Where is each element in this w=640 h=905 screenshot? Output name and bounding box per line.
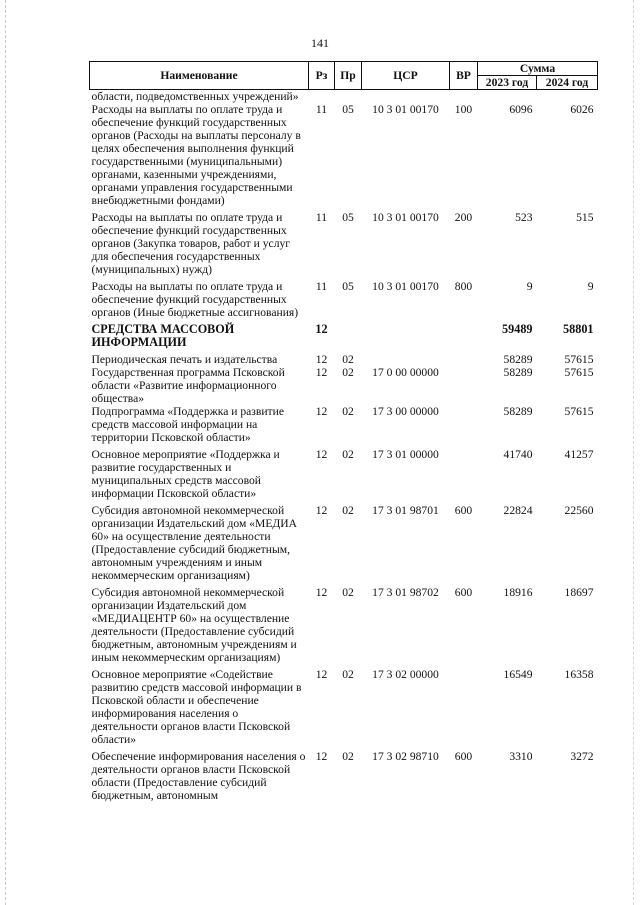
cell-2023: 41740	[503, 448, 533, 461]
cell-csr: 17 3 02 98710	[372, 750, 439, 763]
cell-rz: 12	[315, 668, 328, 681]
cell-rz: 11	[315, 103, 328, 116]
cell-vr: 200	[454, 211, 473, 224]
col-header-rz: Рз	[309, 62, 335, 90]
cell-2024: 57615	[564, 405, 594, 418]
cell-2023: 3310	[509, 750, 533, 763]
cell-csr	[362, 90, 450, 104]
cell-2024: 9	[587, 280, 594, 293]
table-row	[90, 353, 598, 366]
col-header-pr: Пр	[335, 62, 362, 90]
cell-csr	[362, 353, 450, 366]
cell-name: Основное мероприятие «Содействие развитию средств массовой информации в Псковской области и обеспечение информирования населения о деятельности органов власти Псковской области»	[91, 668, 302, 746]
budget-table	[89, 61, 598, 802]
cell-pr: 02	[342, 366, 354, 379]
cell-rz: 12	[315, 504, 328, 517]
cell-2024: 6026	[570, 103, 594, 116]
table-row	[90, 405, 598, 448]
cell-csr: 10 3 01 00170	[372, 211, 439, 224]
col-header-csr: ЦСР	[362, 62, 450, 90]
cell-2024: 41257	[564, 448, 594, 461]
table-row	[90, 586, 598, 668]
cell-vr: 100	[454, 103, 473, 116]
table-row	[90, 211, 598, 280]
cell-2023: 58289	[503, 405, 533, 418]
cell-2023: 9	[526, 280, 533, 293]
cell-vr: 800	[454, 280, 473, 293]
cell-name: Обеспечение информирования населения о деятельности органов власти Псковской области (Предоставление субсидий бюджетным, автономным	[91, 750, 306, 802]
cell-rz: 12	[315, 322, 328, 336]
col-header-2024: 2024 год	[537, 76, 598, 90]
cell-2023: 58289	[503, 353, 533, 366]
cell-pr: 05	[342, 280, 354, 293]
cell-vr	[450, 323, 478, 353]
cell-rz: 11	[315, 280, 328, 293]
cell-name: СРЕДСТВА МАССОВОЙ ИНФОРМАЦИИ	[91, 322, 235, 349]
col-header-vr: ВР	[450, 62, 478, 90]
cell-rz: 12	[315, 586, 328, 599]
cell-rz: 12	[315, 366, 328, 379]
cell-2023: 58289	[503, 366, 533, 379]
cell-name: Периодическая печать и издательства	[91, 353, 278, 366]
cell-vr	[450, 668, 478, 750]
cell-name: Расходы на выплаты по оплате труда и обеспечение функций государственных органов (Расходы на выплаты персоналу в целях обеспечения выполнения функций государственными (муниципальными) органами, казенными учреждениями, органами управления государственными внебюджетными фондами)	[91, 103, 301, 207]
cell-2023: 6096	[509, 103, 533, 116]
col-header-sum: Сумма	[478, 62, 598, 76]
cell-rz: 12	[315, 448, 328, 461]
cell-vr	[450, 353, 478, 366]
scan-edge-right	[633, 0, 634, 905]
cell-2023	[478, 90, 537, 104]
col-header-name: Наименование	[90, 62, 309, 90]
page-number: 141	[311, 36, 329, 50]
table-row	[90, 668, 598, 750]
cell-2023: 22824	[503, 504, 533, 517]
cell-rz	[309, 90, 335, 104]
table-body	[90, 90, 598, 803]
cell-csr	[362, 323, 450, 353]
cell-pr: 02	[342, 353, 354, 366]
cell-2024: 515	[576, 211, 594, 224]
cell-2024: 22560	[564, 504, 594, 517]
cell-name: Основное мероприятие «Поддержка и развитие государственных и муниципальных средств массовой информации Псковской области»	[91, 448, 280, 500]
cell-csr: 17 3 01 98701	[372, 504, 439, 517]
cell-csr: 17 3 01 98702	[372, 586, 439, 599]
cell-pr: 02	[342, 448, 354, 461]
table-row	[90, 323, 598, 353]
cell-name: Субсидия автономной некоммерческой организации Издательский дом «МЕДИА 60» на осуществление деятельности (Предоставление субсидий бюджетным, автономным учреждениям и иным некоммерческим организациям)	[91, 504, 298, 582]
cell-pr: 05	[342, 103, 354, 116]
table-row	[90, 90, 598, 104]
cell-2024	[537, 90, 598, 104]
cell-vr: 600	[454, 504, 473, 517]
cell-2024: 3272	[570, 750, 594, 763]
cell-2024: 57615	[564, 353, 594, 366]
cell-name: области, подведомственных учреждений»	[91, 90, 299, 103]
cell-csr: 17 0 00 00000	[372, 366, 439, 379]
cell-2023: 523	[515, 211, 533, 224]
cell-pr: 05	[342, 211, 354, 224]
cell-pr: 02	[342, 750, 354, 763]
cell-vr: 600	[454, 586, 473, 599]
cell-2024: 18697	[564, 586, 594, 599]
col-header-2023: 2023 год	[478, 76, 537, 90]
cell-csr: 17 3 01 00000	[372, 448, 439, 461]
cell-2024: 57615	[564, 366, 594, 379]
cell-pr	[335, 323, 362, 353]
cell-csr: 10 3 01 00170	[372, 280, 439, 293]
cell-vr	[450, 448, 478, 504]
cell-vr	[450, 405, 478, 448]
cell-2024: 58801	[563, 322, 594, 336]
cell-rz: 12	[315, 405, 328, 418]
cell-name: Государственная программа Псковской области «Развитие информационного общества»	[91, 366, 285, 405]
cell-2023: 16549	[503, 668, 533, 681]
cell-2023: 18916	[503, 586, 533, 599]
cell-name: Подпрограмма «Поддержка и развитие средств массовой информации на территории Псковской области»	[91, 405, 284, 444]
cell-name: Субсидия автономной некоммерческой организации Издательский дом «МЕДИАЦЕНТР 60» на осуществление деятельности (Предоставление субсидий бюджетным, автономным учреждениям и иным некоммерческим организациям)	[91, 586, 297, 664]
cell-vr	[450, 366, 478, 405]
cell-2024: 16358	[564, 668, 594, 681]
cell-pr	[335, 90, 362, 104]
table-row	[90, 750, 598, 802]
cell-pr: 02	[342, 668, 354, 681]
table-row	[90, 504, 598, 586]
cell-csr: 17 3 02 00000	[372, 668, 439, 681]
cell-rz: 11	[315, 211, 328, 224]
cell-vr	[450, 90, 478, 104]
cell-name: Расходы на выплаты по оплате труда и обеспечение функций государственных органов (Иные бюджетные ассигнования)	[91, 280, 299, 319]
cell-rz: 12	[315, 353, 328, 366]
cell-rz: 12	[315, 750, 328, 763]
cell-csr: 10 3 01 00170	[372, 103, 439, 116]
table-row	[90, 103, 598, 211]
table-row	[90, 280, 598, 323]
cell-2023: 59489	[502, 322, 533, 336]
cell-csr: 17 3 00 00000	[372, 405, 439, 418]
table-row	[90, 448, 598, 504]
scan-edge-left	[5, 0, 6, 905]
cell-pr: 02	[342, 405, 354, 418]
cell-pr: 02	[342, 504, 354, 517]
cell-vr: 600	[454, 750, 473, 763]
table-row	[90, 366, 598, 405]
cell-name: Расходы на выплаты по оплате труда и обеспечение функций государственных органов (Закупка товаров, работ и услуг для обеспечения государственных (муниципальных) нужд)	[91, 211, 291, 276]
cell-pr: 02	[342, 586, 354, 599]
